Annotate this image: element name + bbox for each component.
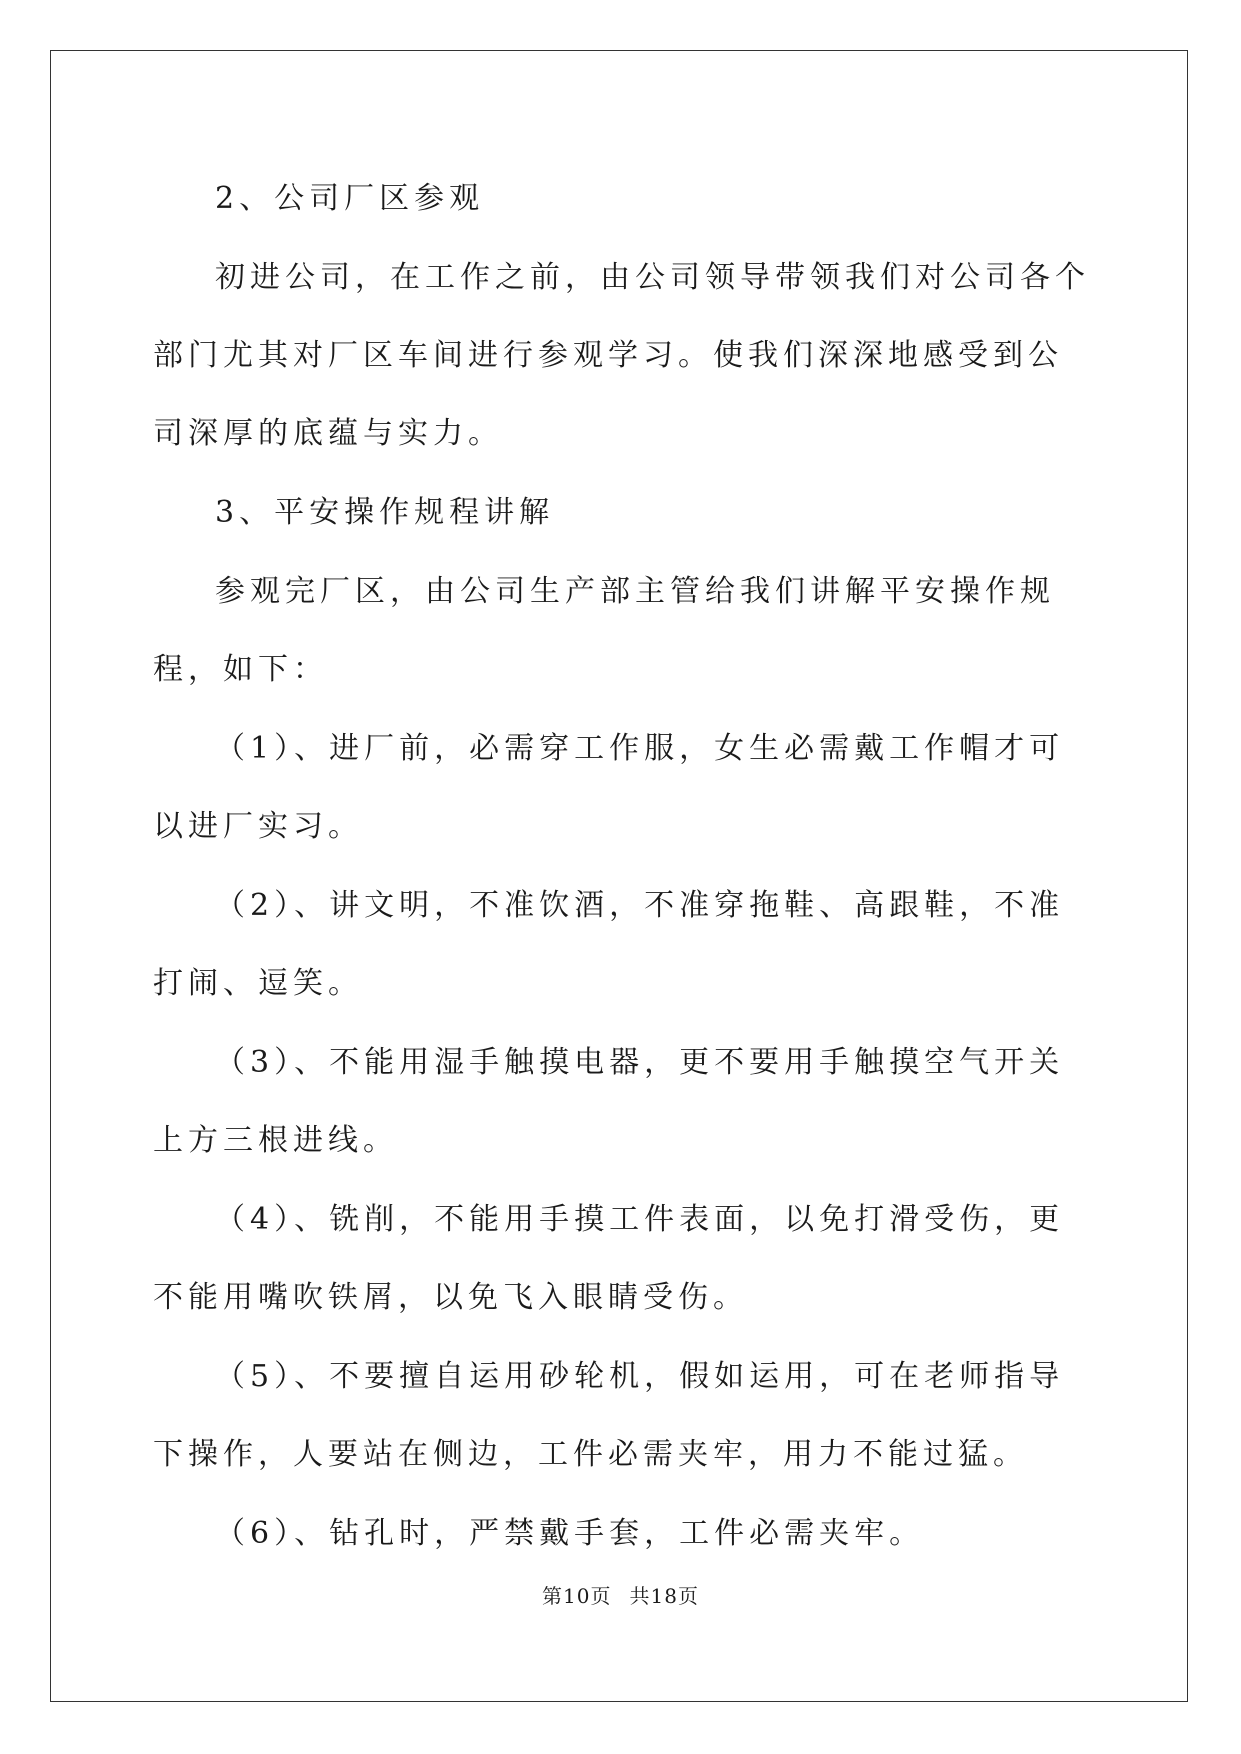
page-total: 共18页 <box>629 1584 699 1608</box>
section-heading: 3、平安操作规程讲解 <box>215 495 555 530</box>
list-item: （4）、铣削，不能用手摸工件表面，以免打滑受伤，更不能用嘴吹铁屑，以免飞入眼睛受伤。 <box>153 1202 1065 1315</box>
list-item: （6）、钻孔时，严禁戴手套，工件必需夹牢。 <box>215 1516 925 1551</box>
list-item: （3）、不能用湿手触摸电器，更不要用手触摸空气开关上方三根进线。 <box>153 1045 1065 1158</box>
list-item: （5）、不要擅自运用砂轮机，假如运用，可在老师指导下操作，人要站在侧边，工件必需夹牢，用力不能过猛。 <box>153 1359 1065 1472</box>
page-footer <box>0 1580 1241 1609</box>
paragraph: 初进公司，在工作之前，由公司领导带领我们对公司各个部门尤其对厂区车间进行参观学习。使我们深深地感受到公司深厚的底蕴与实力。 <box>153 260 1090 451</box>
page-number: 第10页 <box>542 1584 612 1608</box>
section-heading: 2、公司厂区参观 <box>215 181 485 216</box>
list-item: （2）、讲文明，不准饮酒，不准穿拖鞋、高跟鞋，不准打闹、逗笑。 <box>153 888 1065 1001</box>
list-item: （1）、进厂前，必需穿工作服，女生必需戴工作帽才可以进厂实习。 <box>153 731 1065 844</box>
paragraph: 参观完厂区，由公司生产部主管给我们讲解平安操作规程，如下： <box>153 574 1055 687</box>
document-body <box>153 160 1093 1574</box>
